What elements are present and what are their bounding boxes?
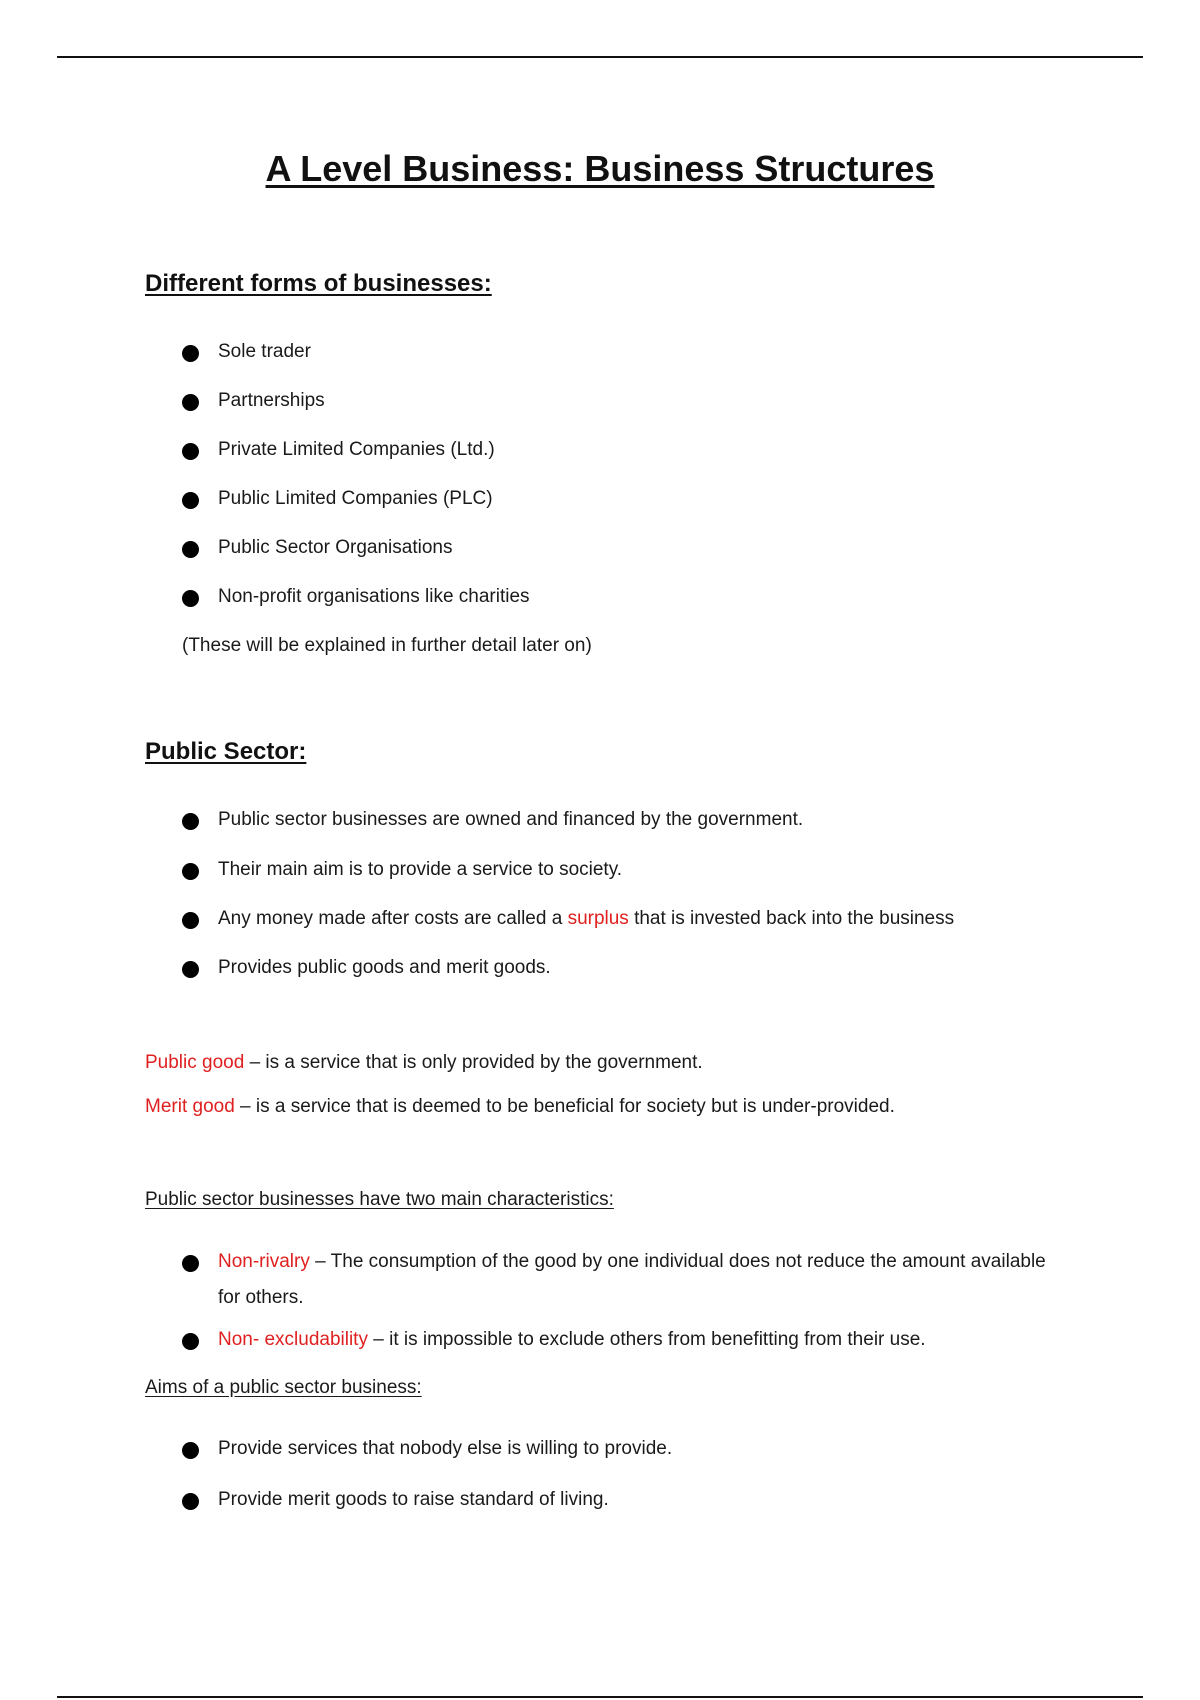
bullet-icon	[182, 345, 199, 362]
bullet-icon	[182, 813, 199, 830]
surplus-text-after: that is invested back into the business	[628, 908, 955, 929]
merit-good-term: Merit good	[145, 1096, 235, 1117]
non-rivalry-term: Non-rivalry	[218, 1251, 310, 1272]
surplus-text-before: Any money made after costs are called a	[218, 908, 568, 929]
list-item-text	[218, 901, 1048, 937]
bullet-icon	[182, 1493, 199, 1510]
bullet-icon	[182, 394, 199, 411]
forms-heading: Different forms of businesses:	[145, 270, 492, 297]
list-item-text: Partnerships	[218, 390, 325, 411]
bottom-rule	[57, 1696, 1143, 1698]
aims-heading: Aims of a public sector business:	[145, 1377, 422, 1398]
bullet-icon	[182, 1442, 199, 1459]
list-item-text: Provide services that nobody else is willing to provide.	[218, 1438, 673, 1459]
forms-note: (These will be explained in further detail later on)	[182, 635, 592, 656]
list-item-text: Public sector businesses are owned and financed by the government.	[218, 809, 804, 830]
list-item-text: Provide merit goods to raise standard of living.	[218, 1489, 609, 1510]
non-excludability-text: – it is impossible to exclude others from benefitting from their use.	[367, 1329, 926, 1350]
list-item-text: Private Limited Companies (Ltd.)	[218, 439, 495, 460]
bullet-icon	[182, 590, 199, 607]
bullet-icon	[182, 863, 199, 880]
list-item-text: Provides public goods and merit goods.	[218, 957, 551, 978]
public-good-definition	[145, 1052, 703, 1074]
list-item-text: Public Limited Companies (PLC)	[218, 488, 493, 509]
merit-good-definition	[145, 1096, 895, 1118]
characteristics-heading: Public sector businesses have two main characteristics:	[145, 1189, 614, 1210]
merit-good-text: – is a service that is deemed to be beneficial for society but is under-provided.	[234, 1096, 895, 1117]
bullet-icon	[182, 961, 199, 978]
non-rivalry-text: – The consumption of the good by one individual does not reduce the amount available for others.	[218, 1251, 1046, 1308]
public-sector-heading: Public Sector:	[145, 738, 307, 765]
public-good-text: – is a service that is only provided by the government.	[244, 1052, 703, 1073]
top-rule	[57, 56, 1143, 58]
bullet-icon	[182, 912, 199, 929]
bullet-icon	[182, 492, 199, 509]
list-item-text: Sole trader	[218, 341, 311, 362]
public-good-term: Public good	[145, 1052, 245, 1073]
non-excludability-term: Non- excludability	[218, 1329, 368, 1350]
surplus-term: surplus	[567, 908, 629, 929]
bullet-icon	[182, 443, 199, 460]
list-item-text	[218, 1322, 1048, 1358]
bullet-icon	[182, 1255, 199, 1272]
list-item-text: Non-profit organisations like charities	[218, 586, 530, 607]
list-item-text: Public Sector Organisations	[218, 537, 453, 558]
bullet-icon	[182, 541, 199, 558]
page-title: A Level Business: Business Structures	[265, 148, 935, 189]
list-item-text: Their main aim is to provide a service to society.	[218, 859, 623, 880]
list-item-text	[218, 1244, 1048, 1316]
bullet-icon	[182, 1333, 199, 1350]
